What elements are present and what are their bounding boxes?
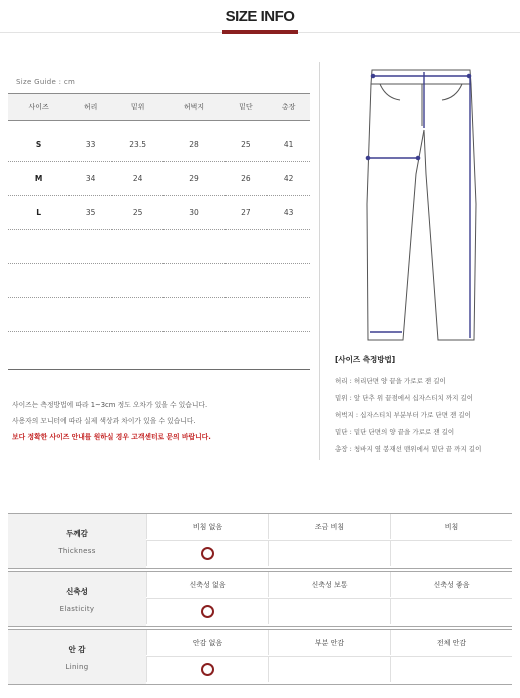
table-row-empty: [8, 332, 310, 366]
property-options: [146, 630, 512, 683]
table-cell: 35: [69, 196, 112, 230]
measure-item: 허벅지 : 십자스티치 부분부터 가로 단면 잰 길이: [335, 411, 471, 419]
left-pocket-outline: [380, 84, 400, 100]
option-label: 신축성 보통: [268, 572, 390, 597]
option-label: 비침 없음: [146, 514, 268, 539]
col-header-size: 사이즈: [8, 94, 69, 121]
property-label-en: Elasticity: [59, 604, 95, 613]
table-row-empty: [8, 264, 310, 298]
property-thickness: [8, 513, 512, 569]
size-table-header: [8, 94, 310, 121]
property-option-marks: [146, 598, 512, 625]
option-label: 신축성 없음: [146, 572, 268, 597]
measure-item: 총장 : 청바지 옆 봉재선 맨위에서 밑단 끝 까지 길이: [335, 445, 482, 453]
option-label: 신축성 좋음: [390, 572, 512, 597]
property-label-ko: 두께감: [66, 528, 88, 538]
measure-item: 밑단 : 밑단 단면의 양 끝을 가로로 잰 길이: [335, 428, 455, 436]
table-cell: S: [8, 121, 69, 162]
left-leg-outline: [367, 84, 424, 340]
option-mark-cell: [268, 541, 390, 566]
right-pocket-outline: [442, 84, 462, 100]
table-cell: 29: [163, 162, 224, 196]
table-row: [8, 162, 310, 196]
col-header-hem: 밑단: [225, 94, 268, 121]
option-label: 안감 없음: [146, 630, 268, 655]
marker-dot: [416, 156, 419, 159]
table-row-empty: [8, 298, 310, 332]
option-mark-cell: [268, 599, 390, 624]
property-option-labels: [146, 572, 512, 598]
table-cell: 24: [112, 162, 163, 196]
table-cell: 25: [225, 121, 268, 162]
note-line: 사이즈는 측정방법에 따라 1~3cm 정도 오차가 있을 수 있습니다.: [12, 401, 208, 409]
table-cell: 42: [267, 162, 310, 196]
table-row: [8, 121, 310, 162]
table-cell: [8, 230, 310, 264]
selected-circle-icon: [201, 547, 214, 560]
property-option-labels: [146, 630, 512, 656]
option-mark-cell: [390, 541, 512, 566]
col-header-rise: 밑위: [112, 94, 163, 121]
option-label: 부분 안감: [268, 630, 390, 655]
table-cell: 25: [112, 196, 163, 230]
table-cell: 30: [163, 196, 224, 230]
note-warning: 보다 정확한 사이즈 안내를 원하실 경우 고객센터로 문의 바랍니다.: [12, 433, 211, 441]
table-cell: L: [8, 196, 69, 230]
measure-item: 밑위 : 앞 단추 위 끝점에서 십자스티치 까지 길이: [335, 394, 474, 402]
property-label: [8, 514, 146, 568]
table-cell: 34: [69, 162, 112, 196]
property-lining: [8, 629, 512, 685]
vertical-divider: [319, 62, 320, 460]
size-guide-caption: Size Guide : cm: [16, 78, 76, 86]
property-option-marks: [146, 540, 512, 567]
property-bottom-rule: [8, 568, 512, 569]
option-mark-cell: [390, 657, 512, 682]
option-mark-cell: [146, 657, 268, 682]
option-mark-cell: [390, 599, 512, 624]
selected-circle-icon: [201, 605, 214, 618]
selected-circle-icon: [201, 663, 214, 676]
property-label-ko: 신축성: [66, 586, 88, 596]
table-cell: [8, 264, 310, 298]
marker-dot: [467, 74, 470, 77]
property-label: [8, 630, 146, 684]
option-label: 전체 안감: [390, 630, 512, 655]
table-cell: 27: [225, 196, 268, 230]
note-line: 사용자의 모니터에 따라 실제 색상과 차이가 있을 수 있습니다.: [12, 417, 196, 425]
table-cell: M: [8, 162, 69, 196]
table-cell: [8, 332, 310, 366]
property-elasticity: [8, 571, 512, 627]
property-label-en: Lining: [65, 662, 89, 671]
table-cell: 23.5: [112, 121, 163, 162]
col-header-waist: 허리: [69, 94, 112, 121]
table-cell: 41: [267, 121, 310, 162]
property-label: [8, 572, 146, 626]
table-cell: 43: [267, 196, 310, 230]
property-option-marks: [146, 656, 512, 683]
page-title: SIZE INFO: [225, 8, 295, 25]
table-row-empty: [8, 230, 310, 264]
measure-method-list: [335, 373, 515, 458]
table-cell: 26: [225, 162, 268, 196]
table-row: [8, 196, 310, 230]
property-label-en: Thickness: [58, 546, 96, 555]
table-cell: 33: [69, 121, 112, 162]
option-mark-cell: [146, 541, 268, 566]
waistband-outline: [371, 70, 471, 84]
table-cell: 28: [163, 121, 224, 162]
property-options: [146, 572, 512, 625]
col-header-length: 총장: [267, 94, 310, 121]
property-bottom-rule: [8, 684, 512, 685]
property-label-ko: 안 감: [68, 644, 86, 654]
property-option-labels: [146, 514, 512, 540]
option-label: 비침: [390, 514, 512, 539]
option-mark-cell: [268, 657, 390, 682]
property-options: [146, 514, 512, 567]
option-label: 조금 비침: [268, 514, 390, 539]
col-header-thigh: 허벅지: [163, 94, 224, 121]
marker-dot: [371, 74, 374, 77]
title-accent-bar: [222, 30, 298, 34]
size-notes: [12, 397, 211, 445]
pants-diagram: [358, 64, 488, 346]
marker-dot: [366, 156, 369, 159]
table-cell: [8, 298, 310, 332]
measure-method-title: [사이즈 측정방법]: [335, 355, 396, 364]
property-bottom-rule: [8, 626, 512, 627]
right-leg-outline: [424, 84, 476, 340]
option-mark-cell: [146, 599, 268, 624]
measure-item: 허리 : 허리단면 양 끝을 가로로 잰 길이: [335, 377, 446, 385]
size-table-bottom-rule: [8, 369, 310, 370]
size-table: [8, 93, 310, 365]
